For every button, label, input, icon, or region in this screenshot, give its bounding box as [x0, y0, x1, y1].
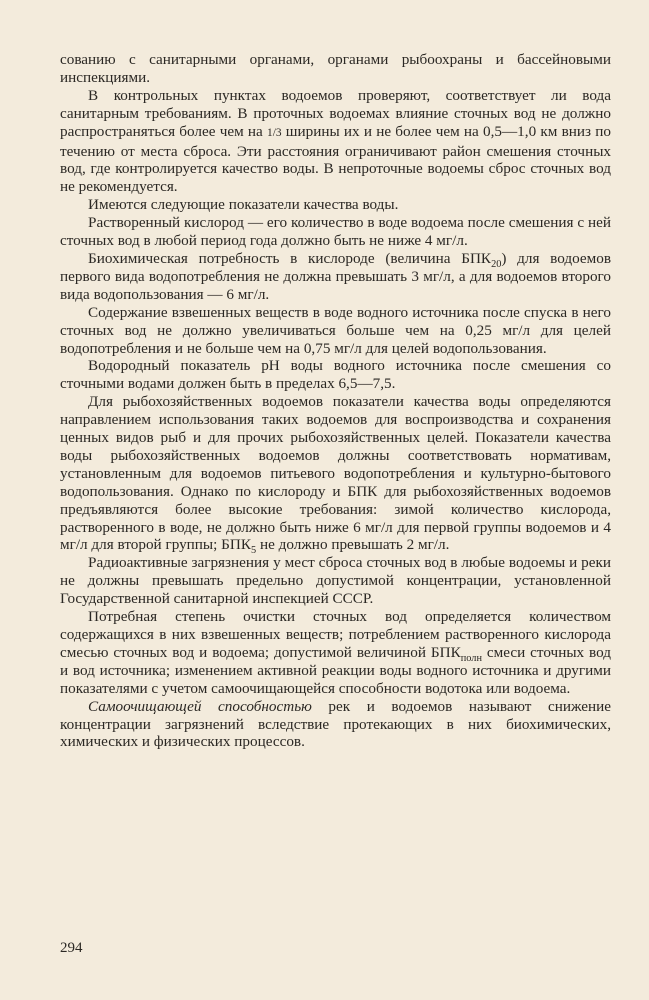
text-run: В контрольных пунктах водоемов проверяют, соответствует ли вода санитарным требованиям. В проточных водоемах влияние сточных вод не должно распространяться более чем на [60, 86, 611, 140]
text-run: Радиоактивные загрязнения у мест сброса сточных вод в любые водоемы и реки не должны превышать предельно допустимой концентрации, установленной Государственной санитарной инспекцией СССР. [60, 554, 611, 608]
subscript: 20 [491, 259, 502, 270]
page-body [60, 51, 611, 751]
text-run: ширины их и не более чем на 0,5—1,0 км вниз по течению от места сброса. Эти расстояния ограничивают район смешения сточных вод, где контролируется качество воды. В непроточные водоемы сброс сточных вод не рекомендуется. [60, 122, 611, 196]
paragraph [60, 554, 611, 608]
paragraph [60, 698, 611, 752]
text-run: не должно превышать 2 мг/л. [256, 536, 450, 554]
paragraph [60, 608, 611, 698]
subscript: 5 [250, 545, 257, 557]
italic-term: Самоочищающей способностью [88, 697, 312, 715]
text-run: смеси сточных вод и вод источника; изменением активной реакции воды водного источника и другими показателями с учетом самоочищающейся способности водотока или водоема. [60, 643, 611, 697]
page-number: 294 [60, 940, 83, 956]
text-run: 1/3 [267, 126, 282, 139]
paragraph [60, 214, 611, 250]
text-run: Потребная степень очистки сточных вод определяется количеством содержащихся в них взвешенных веществ; потреблением растворенного кислорода смесью сточных вод и водоема; допустимой величиной БПК [60, 608, 611, 661]
text-run: Содержание взвешенных веществ в воде водного источника после спуска в него сточных вод не должно увеличиваться больше чем на 0,25 мг/л для целей водопотребления и не больше чем на 0,75 мг/л для целей водопользования. [60, 303, 611, 357]
paragraph [60, 250, 611, 304]
text-run: Имеются следующие показатели качества воды. [88, 196, 399, 214]
text-run: сованию с санитарными органами, органами рыбоохраны и бассейновыми инспекциями. [60, 51, 611, 86]
paragraph [60, 304, 611, 358]
paragraph [60, 393, 611, 557]
text-run: ) для водоемов первого вида водопотребления не должна превышать 3 мг/л, а для водоемов второго вида водопользования — 6 мг/л. [60, 249, 611, 303]
text-run: Биохимическая потребность в кислороде (величина БПК [88, 249, 492, 267]
text-run: Для рыбохозяйственных водоемов показатели качества воды определяются направлением использования таких водоемов для воспроизводства и сохранения ценных видов рыб и для прочих рыбохозяйственных целей. Показатели качества воды рыбохозяйственных водоемов должны соответствовать нормативам, установленным для водоемов питьевого водопотребления и культурно-бытового водопользования. Однако по кислороду и БПК для рыбохозяйственных водоемов предъявляются более высокие требования: зимой количество кислорода, растворенного в воде, не должно быть ниже 6 мг/л для первой группы водоемов и 4 мг/л для второй группы; БПК [60, 393, 611, 554]
paragraph [60, 357, 611, 393]
subscript: полн [460, 652, 482, 664]
paragraph [60, 196, 611, 214]
paragraph [60, 87, 611, 196]
text-run: рек и водоемов называют снижение концентрации загрязнений вследствие протекающих в них биохимических, химических и физических процессов. [60, 697, 612, 751]
text-run: Водородный показатель pH воды водного источника после смешения со сточными водами должен быть в пределах 6,5—7,5. [60, 357, 611, 393]
text-run: Растворенный кислород — его количество в воде водоема после смешения с ней сточных вод в любой период года должно быть не ниже 4 мг/л. [60, 214, 611, 250]
paragraph [60, 51, 611, 87]
